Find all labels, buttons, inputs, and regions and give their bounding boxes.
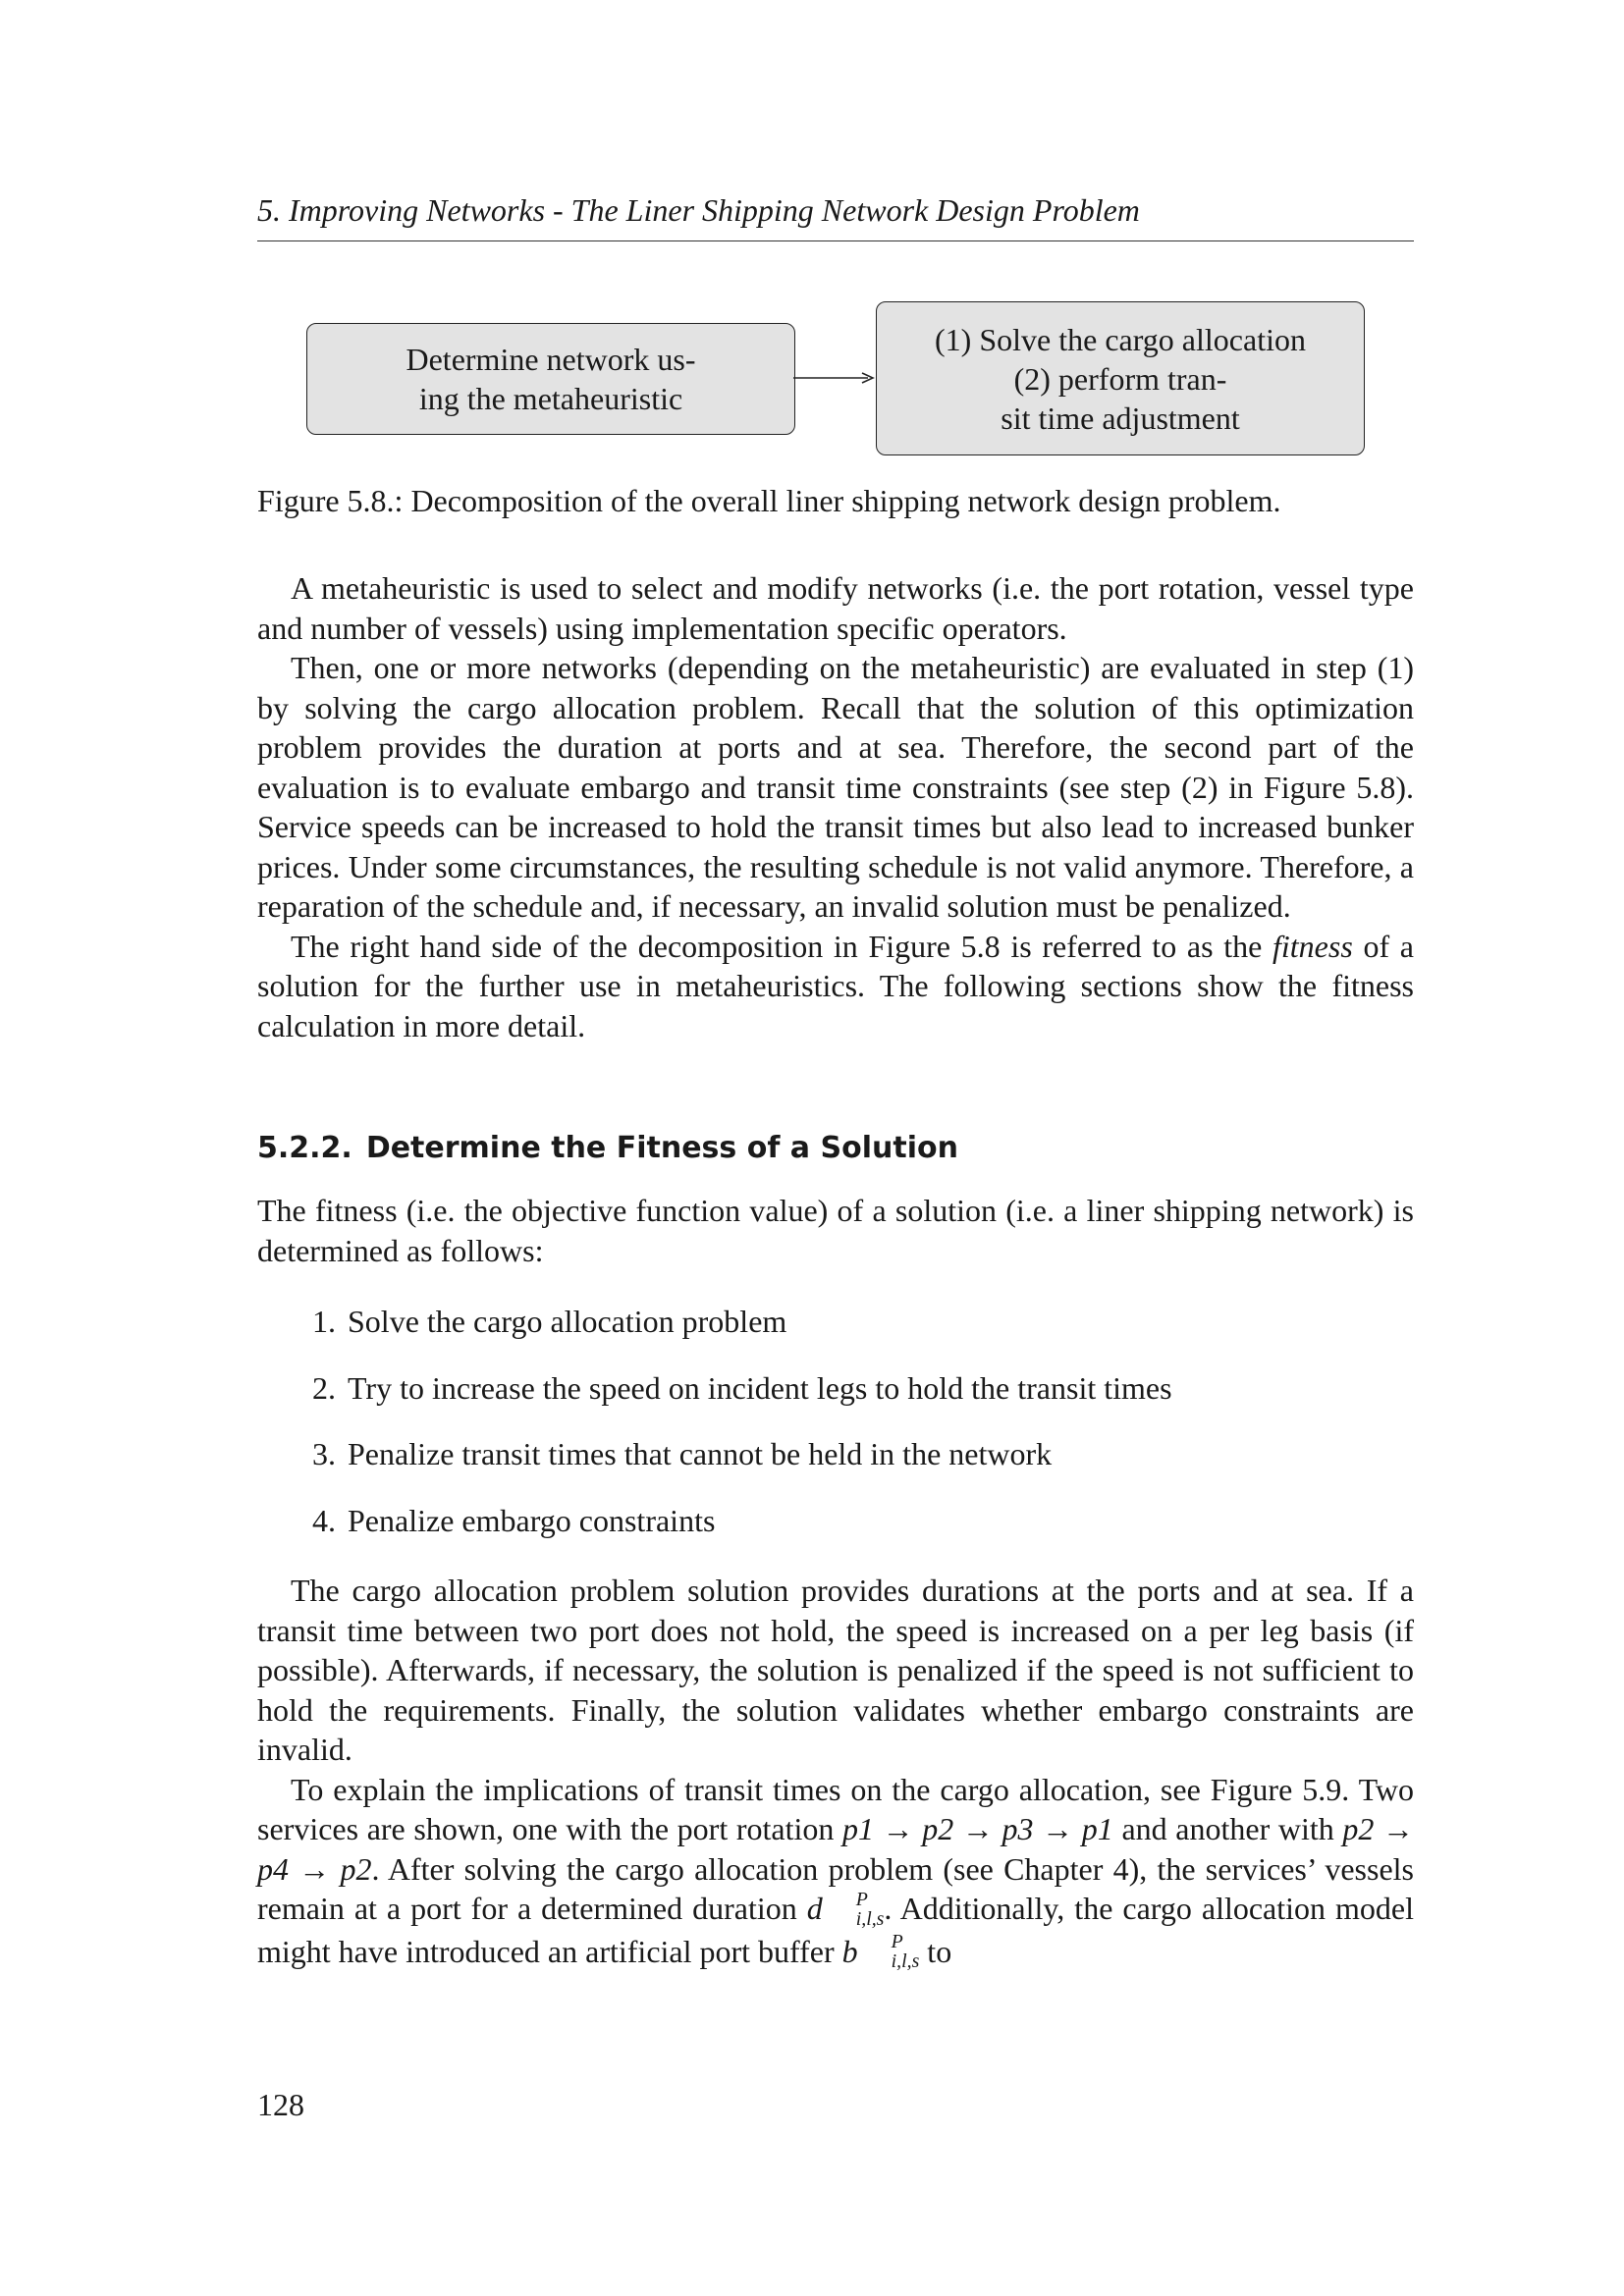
subscript: i,l,s xyxy=(891,1950,920,1973)
evaluation-box-line3: sit time adjustment xyxy=(1001,400,1240,436)
step-number: 4. xyxy=(312,1502,336,1538)
step-text: Penalize embargo constraints xyxy=(348,1502,716,1538)
step-number: 3. xyxy=(312,1436,336,1471)
step-text: Try to increase the speed on incident legs to hold the transit times xyxy=(348,1369,1172,1406)
closing-text-segment: to xyxy=(919,1933,952,1969)
evaluation-box xyxy=(876,301,1365,455)
buffer-symbol-base: b xyxy=(841,1933,858,1969)
running-header: 5. Improving Networks - The Liner Shipping Network Design Problem xyxy=(257,192,1140,228)
fitness-term: fitness xyxy=(1272,928,1353,964)
metaheuristic-box-line2: ing the metaheuristic xyxy=(418,381,683,416)
closing-paragraph-2 xyxy=(257,1770,1414,1975)
closing-text xyxy=(257,1571,1414,1974)
intro-text xyxy=(257,568,1414,1045)
evaluation-box-line2: (2) perform tran- xyxy=(1013,360,1227,397)
section-lead-paragraph: The fitness (i.e. the objective function value) of a solution (i.e. a liner shipping network) is determined as follows: xyxy=(257,1193,1414,1268)
list-item xyxy=(257,1368,1414,1435)
closing-text-segment: To explain the implications of transit times on the cargo allocation, see Figure 5.9. Two services are shown, one with the port rotation xyxy=(257,1771,1414,1846)
rotation-formula-2: p2 → p4 → p2 xyxy=(257,1811,1415,1887)
intro-paragraph-3 xyxy=(257,927,1414,1046)
fitness-steps-list xyxy=(257,1302,1414,1567)
figure-caption: Figure 5.8.: Decomposition of the overall liner shipping network design problem. xyxy=(257,483,1281,518)
intro-paragraph-3-start: The right hand side of the decomposition in Figure 5.8 is referred to as the xyxy=(291,928,1272,964)
superscript: P xyxy=(891,1931,903,1953)
step-text: Penalize transit times that cannot be held in the network xyxy=(348,1436,1053,1471)
section-lead xyxy=(257,1191,1414,1270)
step-number: 1. xyxy=(312,1304,336,1339)
duration-symbol-base: d xyxy=(806,1891,823,1926)
closing-text-segment: and another with xyxy=(1112,1811,1343,1846)
closing-text-segment: . Additionally, the cargo allocation model might have introduced an artificial port buffer xyxy=(257,1891,1415,1969)
duration-symbol xyxy=(806,1888,885,1930)
page-number: 128 xyxy=(257,2087,304,2122)
step-number: 2. xyxy=(312,1369,336,1406)
intro-paragraph-3-end: of a solution for the further use in metaheuristics. The following sections show the fitness calculation in more detail. xyxy=(257,928,1415,1043)
step-text: Solve the cargo allocation problem xyxy=(348,1304,787,1339)
intro-paragraph-2: Then, one or more networks (depending on the metaheuristic) are evaluated in step (1) by solving the cargo allocation problem. Recall that the solution of this optimization problem provides the duration at ports and at sea. Therefore, the second part of the evaluation is to evaluate embargo and transit time constraints (see step (2) in Figure 5.8). Service speeds can be increased to hold the transit times but also lead to increased bunker prices. Under some circumstances, the resulting schedule is not valid anymore. Therefore, a reparation of the schedule and, if necessary, an invalid solution must be penalized. xyxy=(257,650,1414,924)
section-heading xyxy=(257,1129,1414,1168)
superscript: P xyxy=(855,1888,868,1910)
duration-indices xyxy=(823,1888,885,1930)
buffer-indices xyxy=(858,1933,920,1972)
rotation-formula-1: p1 → p2 → p3 → p1 xyxy=(842,1811,1113,1846)
buffer-symbol xyxy=(841,1931,920,1973)
list-item xyxy=(257,1302,1414,1368)
closing-paragraph-1: The cargo allocation problem solution provides durations at the ports and at sea. If a transit time between two port does not hold, the speed is increased on a per leg basis (if possible). Afterwards, if necessary, the solution is penalized if the speed is not sufficient to hold the requirements. Finally, the solution validates whether embargo constraints are invalid. xyxy=(257,1573,1414,1767)
evaluation-box-line1: (1) Solve the cargo allocation xyxy=(935,321,1306,357)
section-number: 5.2.2. xyxy=(257,1131,352,1165)
list-item xyxy=(257,1434,1414,1501)
closing-text-segment: . After solving the cargo allocation problem (see Chapter 4), the services’ vessels remain at a port for a determined duration xyxy=(257,1850,1414,1926)
list-item xyxy=(257,1501,1414,1568)
section-title: Determine the Fitness of a Solution xyxy=(365,1131,958,1165)
metaheuristic-box-line1: Determine network us- xyxy=(406,342,696,377)
subscript: i,l,s xyxy=(855,1907,885,1930)
intro-paragraph-1: A metaheuristic is used to select and modify networks (i.e. the port rotation, vessel type and number of vessels) using implementation specific operators. xyxy=(257,570,1414,646)
